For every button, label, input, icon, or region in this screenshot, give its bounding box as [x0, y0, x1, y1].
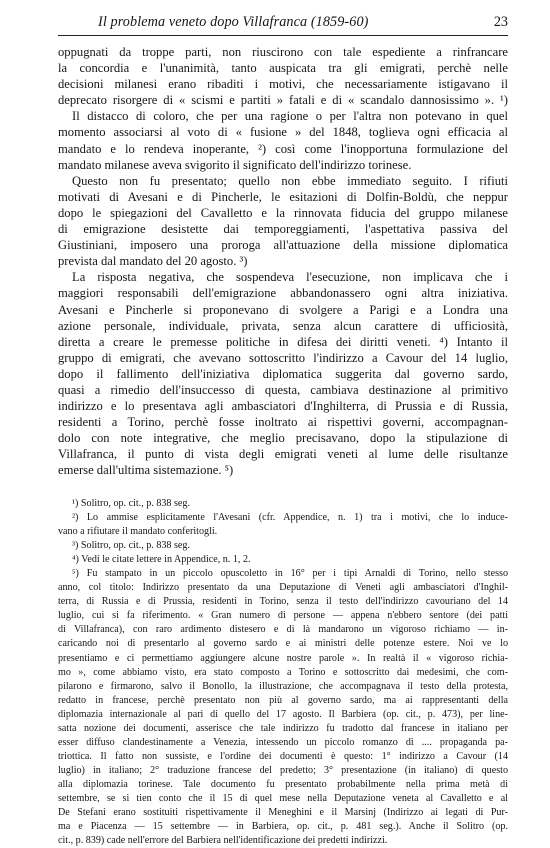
footnote-line: settembre, se si tien conto che il 15 di quel mese nella Deputazione veneta al Cavalletto e al [58, 792, 508, 804]
text-line: Il distacco di coloro, che per una ragione o per l'altra non potevano in quel [72, 109, 508, 124]
footnote-line: ²) Lo ammise esplicitamente l'Avesani (cfr. Appendice, n. 1) tra i motivi, che lo induce- [72, 512, 508, 524]
footnote-line: ⁵) Fu stampato in un piccolo opuscoletto in 16° per i tipi Arnaldi di Torino, nello stesso [72, 568, 508, 580]
footnote-line: ma e Piacenza — 15 settembre — in Barbiera, op. cit., p. 481 seg.). Anche il Solitro (op. [58, 821, 508, 833]
text-line: diretta a creare le premesse politiche in difesa dei diritti veneti. ⁴) Intanto il [58, 334, 508, 349]
text-line: dopo il fallimento dell'iniziativa diplomatica suggerita dal governo sardo, [58, 366, 508, 381]
text-line: Giustiniani, imposero una proroga all'attuazione della missione diplomatica [58, 238, 508, 253]
text-line: dopo le spiegazioni del Cavalletto e la rinnovata fiducia del gruppo milanese [58, 205, 508, 220]
text-line: mandato e lo rendeva inoperante, ²) così come l'inopportuna formulazione del [58, 141, 508, 156]
page-header [58, 14, 508, 36]
page-number: 23 [493, 14, 508, 30]
text-line: di emigrazione desistette dai temporeggiamenti, l'aspettativa passiva del [58, 222, 508, 237]
text-line: decisioni milanesi erano ribaditi i motivi, che necessariamente istigavano il [58, 77, 508, 92]
header-rule [58, 35, 508, 36]
text-line: residenti a Torino, perchè fosse inoltrato ai rispettivi governi, accompagnan- [58, 415, 508, 430]
text-line: oppugnati da troppe parti, non riuscirono con tale espediente a rinfrancare [58, 45, 508, 59]
text-line: azione personale, individuale, privata, senza alcun carattere di ufficiosità, [58, 318, 508, 333]
text-line: prevista dal mandato del 20 agosto. ³) [58, 254, 248, 269]
footnote-line: De Stefani erano sostituiti rispettivamente il Meneghini e il Marsinj (Indirizzo ai legati di Pur- [58, 807, 508, 819]
footnote-line: terra, di Russia e di Prussia, residenti in Torino, senza il testo dell'indirizzo cavouriano del 14 [58, 596, 508, 608]
footnote-line: caricando noi di presentarlo al governo sardo e ai ministri delle potenze estere. Noi ve lo [58, 638, 508, 650]
footnote-line: alla diplomazia torinese. Tale documento fu presentato probabilmente nella prima metà di [58, 778, 508, 790]
footnote-line: triottica. Il fatto non sussiste, e l'ordine dei documenti è questo: 1° indirizzo a Cavour (14 [58, 750, 508, 762]
text-line: La risposta negativa, che sospendeva l'esecuzione, non implicava che i [72, 270, 508, 285]
running-title: Il problema veneto dopo Villafranca (1859-60) [98, 14, 369, 30]
text-line: momento associarsi al voto di « fusione » del 1848, toglieva ogni efficacia al [58, 125, 508, 140]
text-line: Questo non fu presentato; quello non ebbe immediato seguito. I rifiuti [72, 173, 508, 188]
text-line: dolo con note integrative, che meglio precisavano, dopo la stipulazione di [58, 431, 508, 446]
text-line: quasi a rimedio dell'insuccesso di questa, cambiava destinazione al primitivo [58, 382, 508, 397]
text-line: Villafranca, il punto di vista degli emigrati veneti al lume delle risultanze [58, 447, 508, 462]
footnotes [58, 497, 508, 848]
main-text [58, 44, 508, 479]
footnote-line: pilarono e firmarono, salvo il Bonollo, la illustrazione, che accompagnava il testo della protesta, [58, 680, 508, 692]
footnote-line: satta nozione dei documenti, asserisce che tale indirizzo fu tradotto dal francese in italiano per [58, 722, 508, 734]
text-line: maggiori responsabili dell'emigrazione abbandonassero ogni altra iniziativa. [58, 286, 508, 301]
text-line: mandato milanese aveva svigorito il significato dell'indirizzo torinese. [58, 157, 412, 172]
text-line: la concordia e l'unanimità, tanto auspicata tra gli emigrati, perchè nelle [58, 61, 508, 76]
text-line: gruppo di emigrati, che avevano sottoscritto l'indirizzo a Cavour del 14 luglio, [58, 350, 508, 365]
footnote-line: cit., p. 839) cade nell'errore del Barbiera nell'identificazione dei predetti indirizzi. [58, 835, 388, 847]
text-line: deprecato risorgere di « scismi e partiti » fatali e di « scandalo dannosissimo ». ¹) [58, 93, 508, 108]
footnote-line: ³) Solitro, op. cit., p. 838 seg. [72, 540, 190, 552]
footnote-line: presentiamo e ci permettiamo aggiungere alcune nostre parole ». In realtà il « vigoroso richia- [58, 652, 508, 664]
footnote-line: vano a rifiutare il mandato conferitogli. [58, 526, 218, 538]
text-line: motivati di Avesani e di Pincherle, le esitazioni di Dolfin-Boldù, che neppur [58, 189, 508, 204]
footnote-line: mo », come abbiamo visto, era stato composto a Torino e sottoscritto dai medesimi, che com- [58, 666, 508, 678]
footnote-line: redatto in francese, perchè presentato non più al governo sardo, ma ai rappresentanti della [58, 694, 508, 706]
footnote-line: ¹) Solitro, op. cit., p. 838 seg. [72, 498, 190, 509]
text-line: indirizzo e lo presentava agli ambasciatori d'Inghilterra, di Prussia e di Russia, [58, 399, 508, 414]
footnote-line: esser diffuso clandestinamente a Venezia, intessendo un piccolo romanzo di .... propaganda pa- [58, 736, 508, 748]
text-line: emerse dall'ultima sistemazione. ⁵) [58, 463, 234, 478]
text-line: Avesani e Pincherle si proponevano di svolgere a Parigi e a Londra una [58, 302, 508, 317]
footnote-line: di Villafranca), con raro ardimento distesero e di là mandarono un vigoroso richiamo — in- [58, 624, 508, 636]
footnote-line: anno, col titolo: Indirizzo presentato da una Deputazione di Veneti agli ambasciatori d'Inghil- [58, 582, 508, 594]
footnote-line: luglio, cui si fa riferimento. « Gran numero di persone — appena n'ebbero sentore (dei patti [58, 610, 508, 622]
footnote-line: ⁴) Vedi le citate lettere in Appendice, n. 1, 2. [72, 554, 251, 566]
footnote-line: diplomazia internazionale al pari di quello del 17 agosto. Il Barbiera (op. cit., p. 473), per line- [58, 708, 508, 720]
footnote-line: luglio) in italiano; 2° traduzione francese del predetto; 3° presentazione (in italiano) di questo [58, 764, 508, 776]
